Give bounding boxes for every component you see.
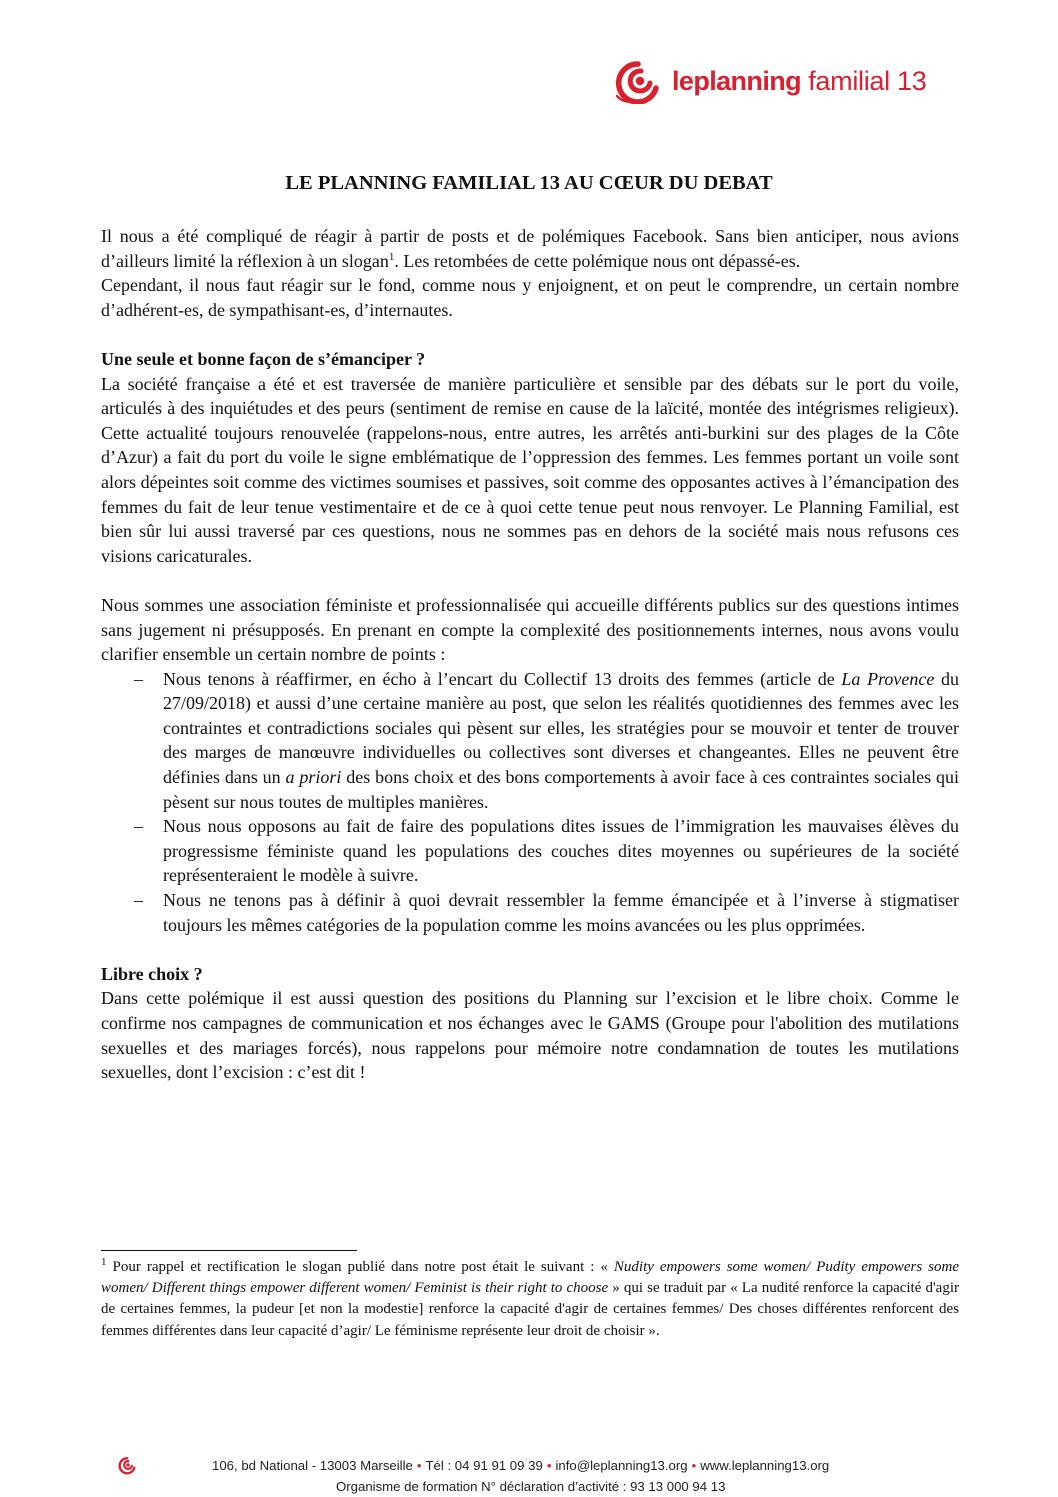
intro-paragraph-1: Il nous a été compliqué de réagir à partir de posts et de polémiques Facebook. Sans bien anticiper, nous avions d’ailleurs limité la réflexion à un slogan$^1$. Les retombées de cette polémique nous ont dépassé-es. (101, 226, 959, 271)
footer-email[interactable]: info@leplanning13.org (555, 1458, 688, 1473)
footnote: $^1$ Pour rappel et rectification le slogan publié dans notre post était le suivant : « Nudity empowers some women/ Pudity empowers some women/ Different things empower different women/ Feminist is their right to choose » qui se traduit par « La nudité renforce la capacité d'agir de certaines femmes, la pudeur [et non la modestie] renforce la capacité d'agir de certaines femmes/ Des choses différentes renforcent des femmes différentes dans leur capacité d’agir/ Le féminisme représente leur droit de choisir ». (101, 1256, 959, 1339)
logo-wordmark: leplanning familial 13 (672, 65, 927, 96)
planning-familial-logo-icon (117, 1455, 139, 1475)
footer-separator: • (691, 1458, 697, 1473)
footer-training-declaration: Organisme de formation N° déclaration d’activité : 93 13 000 94 13 (336, 1479, 726, 1494)
footer-website[interactable]: www.leplanning13.org (700, 1458, 830, 1473)
points-list (101, 667, 959, 938)
list-item: – Nous nous opposons au fait de faire des populations dites issues de l’immigration les mauvaises élèves du progressisme féministe quand les populations des couches dites moyennes ou supérieures de la société représenteraient le modèle à suivre. (163, 814, 959, 888)
document-body (101, 224, 959, 1085)
footer-separator: • (546, 1458, 552, 1473)
footer-address: 106, bd National - 13003 Marseille (212, 1458, 413, 1473)
footer-separator: • (416, 1458, 422, 1473)
footnote-ref: 1 (388, 250, 395, 263)
planning-familial-logo-icon (612, 58, 668, 104)
list-item: – Nous tenons à réaffirmer, en écho à l’encart du Collectif 13 droits des femmes (article de La Provence du 27/09/2018) et aussi d’une certaine manière au post, que selon les réalités quotidiennes des femmes avec les contraintes et contradictions sociales qui pèsent sur elles, les stratégies pour se mouvoir et tenter de trouver des marges de manœuvre individuelles ou collectives sont diverses et changeantes. Elles ne peuvent être définies dans un a priori des bons choix et des bons comportements à avoir face à ces contraintes sociales qui pèsent sur nous toutes de multiples manières. (163, 667, 959, 815)
section2-paragraph-1: Dans cette polémique il est aussi question des positions du Planning sur l’excision et le libre choix. Comme le confirme nos campagnes de communication et nos échanges avec le GAMS (Groupe pour l'abolition des mutilations sexuelles et des mariages forcés), nous rappelons pour mémoire notre condamnation de toutes les mutilations sexuelles, dont l’excision : c’est dit ! (101, 988, 959, 1083)
section-heading-emancipation: Une seule et bonne façon de s’émanciper ? (101, 348, 426, 369)
list-item: – Nous ne tenons pas à définir à quoi devrait ressembler la femme émancipée et à l’inverse à stigmatiser toujours les mêmes catégories de la population comme les moins avancées ou les plus opprimées. (163, 888, 959, 937)
header-logo (612, 58, 926, 104)
section-heading-libre-choix: Libre choix ? (101, 963, 203, 984)
section1-paragraph-2: Nous sommes une association féministe et professionnalisée qui accueille différents publics sur des questions intimes sans jugement ni présupposés. En prenant en compte la complexité des positionnements internes, nous avons voulu clarifier ensemble un certain nombre de points : (101, 594, 959, 665)
footnote-divider (101, 1250, 357, 1251)
section1-paragraph-1: La société française a été et est traversée de manière particulière et sensible par des débats sur le port du voile, articulés à des inquiétudes et des peurs (sentiment de remise en cause de la laïcité, montée des intégrismes religieux). Cette actualité toujours renouvelée (rappelons-nous, entre autres, les arrêtés anti-burkini sur des plages de la Côte d’Azur) a fait du port du voile le signe emblématique de l’oppression des femmes. Les femmes portant un voile sont alors dépeintes soit comme des victimes soumises et passives, soit comme des opposantes actives à l’émancipation des femmes du fait de leur tenue vestimentaire et de ce à quoi cette tenue peut nous renvoyer. Le Planning Familial, est bien sûr lui aussi traversé par ces questions, nous ne sommes pas en dehors de la société mais nous refusons ces visions caricaturales. (101, 373, 959, 566)
footer-phone: Tél : 04 91 91 09 39 (425, 1458, 543, 1473)
page-title: LE PLANNING FAMILIAL 13 AU CŒUR DU DEBAT (285, 172, 773, 194)
footer-contact-line (212, 1458, 829, 1473)
intro-paragraph-2: Cependant, il nous faut réagir sur le fond, comme nous y enjoignent, et on peut le comprendre, un certain nombre d’adhérent-es, de sympathisant-es, d’internautes. (101, 275, 959, 320)
